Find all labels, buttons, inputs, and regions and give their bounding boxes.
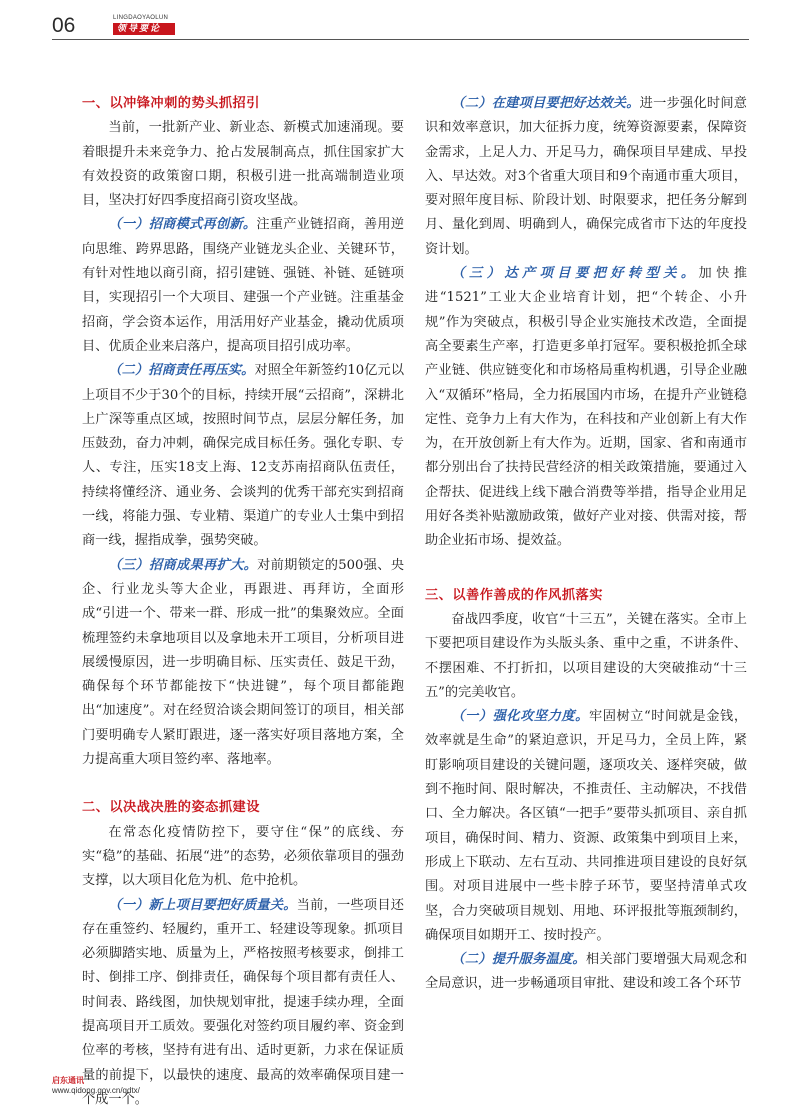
point-text: 对照全年新签约10亿元以上项目不少于30个的目标，持续开展“云招商”，深耕北上广深等重点区域，按照时间节点，层层分解任务，加压鼓劲，奋力冲刺，确保完成目标任务。强化专职、专人、专注，压实18支上海、12支苏南招商队伍责任，持续将懂经济、通业务、会谈判的优秀干部充实到招商一线，将能力强、专业精、渠道广的专业人士集中到招商一线，握指成拳，强势突破。 <box>82 363 404 548</box>
point-text: 对前期锁定的500强、央企、行业龙头等大企业，再跟进、再拜访，全面形成“引进一个、带来一群、形成一批”的集聚效应。全面梳理签约未拿地项目以及拿地未开工项目，分析项目进展缓慢原因，进一步明确目标、压实责任、鼓足干劲，确保每个环节都能按下“快进键”，每个项目都能跑出“加速度”。对在经贸洽谈会期间签订的项目，相关部门要明确专人紧盯跟进，逐一落实好项目落地方案，全力提高重大项目签约率、落地率。 <box>82 558 404 767</box>
right-column <box>425 92 747 997</box>
section-label <box>113 14 175 35</box>
section-heading-2: 二、以决战决胜的姿态抓建设 <box>82 796 404 820</box>
point-text: 加快推进“1521”工业大企业培育计划，把“个转企、小升规”作为突破点，积极引导企业实施技术改造，全面提高全要素生产率，打造更多单打冠军。要积极抢抓全球产业链、供应链变化和市场格局重构机遇，引导企业融入“双循环”格局，全力拓展国内市场，在提升产业链稳定性、竞争力上有大作为，在科技和产业创新上有大作为，在开放创新上有大作为。近期，国家、省和南通市都分别出台了扶持民营经济的相关政策措施，要通过入企帮扶、促进线上线下融合消费等举措，指导企业用足用好各类补贴激励政策，做好产业对接、供需对接，帮助企业拓市场、提效益。 <box>425 266 747 548</box>
point-text: 牢固树立“时间就是金钱，效率就是生命”的紧迫意识，开足马力，全员上阵，紧盯影响项目建设的关键问题，逐项攻关、逐样突破，做到不拖时间、限时解决，不推责任、主动解决，不找借口、全力解决。各区镇“一把手”要带头抓项目、亲自抓项目，确保时间、精力、资源、政策集中到项目上来，形成上下联动、左右互动、共同推进项目建设的良好氛围。对项目进展中一些卡脖子环节，要坚持清单式攻坚，合力突破项目规划、用地、环评报批等瓶颈制约，确保项目如期开工、按时投产。 <box>425 709 747 943</box>
header-rule <box>52 39 749 40</box>
footer-url: www.qidong.gov.cn/qdtx/ <box>52 1086 140 1096</box>
left-column <box>82 92 404 1112</box>
point-lead: （三）达产项目要把好转型关。 <box>451 266 698 281</box>
paragraph <box>82 213 404 359</box>
point-lead: （三）招商成果再扩大。 <box>108 558 257 573</box>
section-3-intro: 奋战四季度，收官“十三五”，关键在落实。全市上下要把项目建设作为头版头条、重中之重，不讲条件、不摆困难、不打折扣，以项目建设的大突破推动“十三五”的完美收官。 <box>425 608 747 705</box>
point-text: 当前，一些项目还存在重签约、轻履约，重开工、轻建设等现象。抓项目必须脚踏实地、质量为上，严格按照考核要求，倒排工时、倒排工序、倒排责任，确保每个项目都有责任人、时间表、路线图，加快规划审批，提速手续办理，全面提高项目开工质效。要强化对签约项目履约率、资金到位率的考核，坚持有进有出、适时更新，力求在保证质量的前提下，以最快的速度、最高的效率确保项目建一个成一个。 <box>82 898 404 1107</box>
paragraph <box>425 948 747 997</box>
page-number: 06 <box>52 14 75 38</box>
paragraph <box>425 92 747 262</box>
point-lead: （二）招商责任再压实。 <box>108 363 254 378</box>
section-heading-1: 一、以冲锋冲刺的势头抓招引 <box>82 92 404 116</box>
paragraph <box>82 554 404 773</box>
publication-title: 启东通讯 <box>52 1076 140 1086</box>
section-1-intro: 当前，一批新产业、新业态、新模式加速涌现。要着眼提升未来竞争力、抢占发展制高点，抓住国家扩大有效投资的政策窗口期，积极引进一批高端制造业项目，坚决打好四季度招商引资攻坚战。 <box>82 116 404 213</box>
section-2-intro: 在常态化疫情防控下，要守住“保”的底线、夯实“稳”的基础、拓展“进”的态势，必须依靠项目的强劲支撑，以大项目化危为机、危中抢机。 <box>82 821 404 894</box>
point-lead: （二）提升服务温度。 <box>451 952 586 967</box>
section-heading-3: 三、以善作善成的作风抓落实 <box>425 584 747 608</box>
point-lead: （二）在建项目要把好达效关。 <box>451 96 639 111</box>
point-lead: （一）新上项目要把好质量关。 <box>108 898 296 913</box>
paragraph <box>425 262 747 554</box>
point-text: 注重产业链招商，善用逆向思维、跨界思路，围绕产业链龙头企业、关键环节，有针对性地以商引商，招引建链、强链、补链、延链项目，实现招引一个大项目、建强一个产业链。注重基金招商，学会资本运作，用活用好产业基金，撬动优质项目、优质企业来启落户，提高项目招引成功率。 <box>82 217 404 353</box>
page-header <box>0 0 799 48</box>
point-lead: （一）强化攻坚力度。 <box>451 709 589 724</box>
page-footer <box>52 1076 140 1096</box>
section-latin: LINGDAOYAOLUN <box>113 14 175 22</box>
point-text: 相关部门要增强大局观念和全局意识，进一步畅通项目审批、建设和竣工各个环节 <box>425 952 747 991</box>
paragraph <box>425 705 747 948</box>
paragraph <box>82 359 404 553</box>
point-text: 进一步强化时间意识和效率意识，加大征拆力度，统筹资源要素，保障资金需求，上足人力、开足马力，确保项目早建成、早投入、早达效。对3个省重大项目和9个南通市重大项目，要对照年度目标、阶段计划、时限要求，把任务分解到月、量化到周、明确到人，确保完成省市下达的年度投资计划。 <box>425 96 747 257</box>
point-lead: （一）招商模式再创新。 <box>108 217 256 232</box>
section-tag: 领导要论 <box>113 23 175 35</box>
